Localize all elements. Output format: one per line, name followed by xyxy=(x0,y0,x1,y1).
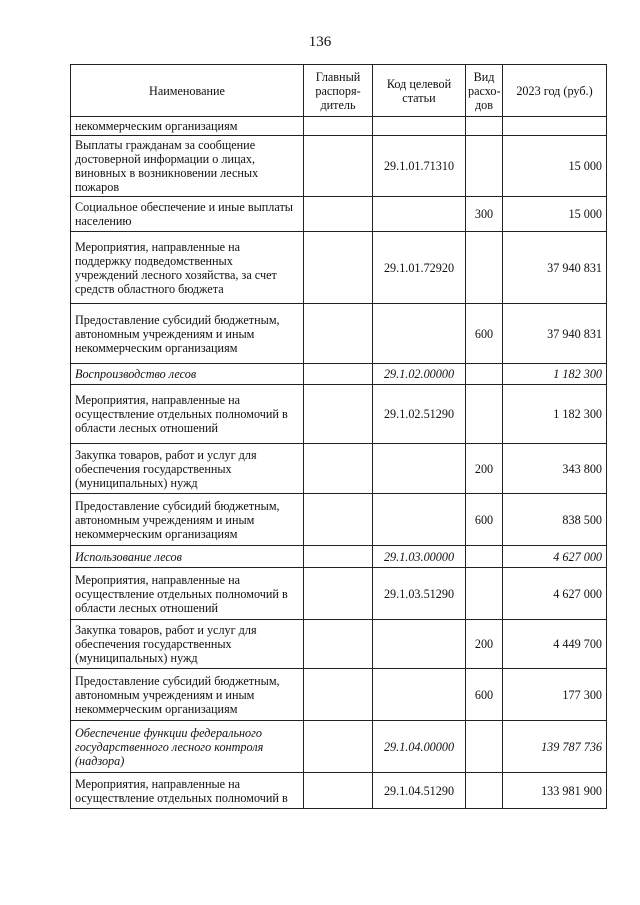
header-manager: Главный распоря-дитель xyxy=(304,65,373,117)
table-row xyxy=(71,669,607,721)
cell-code xyxy=(373,444,466,494)
table-row xyxy=(71,773,607,809)
cell-name: Закупка товаров, работ и услуг для обеспечения государственных (муниципальных) нужд xyxy=(71,444,304,494)
cell-name: Мероприятия, направленные на осуществление отдельных полномочий в области лесных отношений xyxy=(71,385,304,444)
cell-manager xyxy=(304,136,373,197)
cell-code: 29.1.02.00000 xyxy=(373,364,466,385)
cell-name: Обеспечение функции федерального государственного лесного контроля (надзора) xyxy=(71,721,304,773)
cell-name: Мероприятия, направленные на осуществление отдельных полномочий в области лесных отношений xyxy=(71,568,304,620)
cell-kind xyxy=(466,773,503,809)
table-body xyxy=(71,117,607,809)
cell-name: Выплаты гражданам за сообщение достоверной информации о лицах, виновных в возникновении лесных пожаров xyxy=(71,136,304,197)
cell-amount: 4 627 000 xyxy=(503,568,607,620)
cell-code xyxy=(373,197,466,232)
cell-amount: 15 000 xyxy=(503,197,607,232)
cell-manager xyxy=(304,494,373,546)
cell-amount: 4 627 000 xyxy=(503,546,607,568)
cell-kind: 600 xyxy=(466,304,503,364)
cell-amount: 177 300 xyxy=(503,669,607,721)
cell-name: Предоставление субсидий бюджетным, автономным учреждениям и иным некоммерческим организациям xyxy=(71,494,304,546)
cell-code: 29.1.03.51290 xyxy=(373,568,466,620)
cell-amount: 1 182 300 xyxy=(503,385,607,444)
cell-name: Социальное обеспечение и иные выплаты населению xyxy=(71,197,304,232)
table-row xyxy=(71,232,607,304)
cell-code xyxy=(373,494,466,546)
page-number: 136 xyxy=(308,34,332,50)
cell-name: Закупка товаров, работ и услуг для обеспечения государственных (муниципальных) нужд xyxy=(71,620,304,669)
cell-kind xyxy=(466,232,503,304)
table-header-row xyxy=(71,65,607,117)
cell-manager xyxy=(304,364,373,385)
table-row xyxy=(71,620,607,669)
header-code: Код целевой статьи xyxy=(373,65,466,117)
cell-manager xyxy=(304,385,373,444)
table-row xyxy=(71,136,607,197)
cell-code: 29.1.01.72920 xyxy=(373,232,466,304)
cell-kind xyxy=(466,546,503,568)
cell-manager xyxy=(304,568,373,620)
table-row xyxy=(71,197,607,232)
cell-manager xyxy=(304,721,373,773)
cell-amount: 1 182 300 xyxy=(503,364,607,385)
cell-amount: 37 940 831 xyxy=(503,232,607,304)
table-row-section xyxy=(71,546,607,568)
cell-kind xyxy=(466,568,503,620)
cell-kind xyxy=(466,721,503,773)
table-row xyxy=(71,117,607,136)
cell-name: Предоставление субсидий бюджетным, автономным учреждениям и иным некоммерческим организациям xyxy=(71,669,304,721)
header-kind: Вид расхо-дов xyxy=(466,65,503,117)
cell-name: Мероприятия, направленные на поддержку подведомственных учреждений лесного хозяйства, за счет средств областного бюджета xyxy=(71,232,304,304)
cell-kind: 600 xyxy=(466,669,503,721)
table-row xyxy=(71,444,607,494)
cell-kind: 600 xyxy=(466,494,503,546)
cell-amount: 343 800 xyxy=(503,444,607,494)
cell-manager xyxy=(304,304,373,364)
cell-kind xyxy=(466,117,503,136)
cell-kind: 300 xyxy=(466,197,503,232)
header-name: Наименование xyxy=(71,65,304,117)
table-row-section xyxy=(71,721,607,773)
cell-manager xyxy=(304,546,373,568)
cell-amount: 37 940 831 xyxy=(503,304,607,364)
cell-code: 29.1.03.00000 xyxy=(373,546,466,568)
cell-name: Воспроизводство лесов xyxy=(71,364,304,385)
cell-code: 29.1.02.51290 xyxy=(373,385,466,444)
table-row xyxy=(71,568,607,620)
cell-manager xyxy=(304,117,373,136)
cell-kind: 200 xyxy=(466,620,503,669)
cell-name: Мероприятия, направленные на осуществление отдельных полномочий в xyxy=(71,773,304,809)
budget-table xyxy=(70,64,607,809)
cell-amount: 133 981 900 xyxy=(503,773,607,809)
cell-code: 29.1.04.51290 xyxy=(373,773,466,809)
cell-manager xyxy=(304,773,373,809)
cell-manager xyxy=(304,197,373,232)
cell-amount xyxy=(503,117,607,136)
cell-code xyxy=(373,304,466,364)
cell-name: Использование лесов xyxy=(71,546,304,568)
cell-amount: 838 500 xyxy=(503,494,607,546)
cell-kind xyxy=(466,136,503,197)
cell-manager xyxy=(304,620,373,669)
cell-code xyxy=(373,117,466,136)
table-row xyxy=(71,304,607,364)
table-row-section xyxy=(71,364,607,385)
cell-kind: 200 xyxy=(466,444,503,494)
cell-kind xyxy=(466,385,503,444)
cell-manager xyxy=(304,444,373,494)
cell-code xyxy=(373,669,466,721)
cell-amount: 139 787 736 xyxy=(503,721,607,773)
cell-manager xyxy=(304,232,373,304)
table-row xyxy=(71,494,607,546)
cell-amount: 15 000 xyxy=(503,136,607,197)
header-amount: 2023 год (руб.) xyxy=(503,65,607,117)
cell-code xyxy=(373,620,466,669)
cell-amount: 4 449 700 xyxy=(503,620,607,669)
cell-name: некоммерческим организациям xyxy=(71,117,304,136)
cell-code: 29.1.01.71310 xyxy=(373,136,466,197)
cell-manager xyxy=(304,669,373,721)
table-row xyxy=(71,385,607,444)
cell-kind xyxy=(466,364,503,385)
cell-code: 29.1.04.00000 xyxy=(373,721,466,773)
cell-name: Предоставление субсидий бюджетным, автономным учреждениям и иным некоммерческим организациям xyxy=(71,304,304,364)
